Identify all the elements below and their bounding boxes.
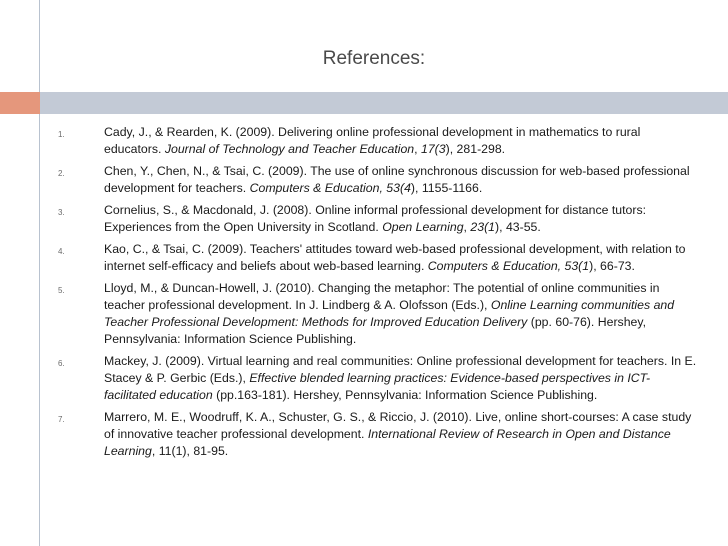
reference-italic-text: 23(1 [470, 220, 496, 234]
reference-text: Marrero, M. E., Woodruff, K. A., Schuster, G. S., & Riccio, J. (2010). Live, online short-courses: A case study of innovative teacher professional development. [104, 410, 692, 441]
reference-text: Cady, J., & Rearden, K. (2009). Delivering online professional development in mathematics to rural educators. [104, 125, 641, 156]
reference-text: , 11(1), 81-95. [151, 444, 229, 458]
reference-text: (pp.163-181). Hershey, Pennsylvania: Information Science Publishing. [212, 388, 598, 402]
reference-item [58, 124, 698, 158]
reference-number: 2. [58, 169, 65, 178]
reference-text: ), 281-298. [445, 142, 506, 156]
reference-italic-text: 17(3 [421, 142, 446, 156]
reference-item [58, 241, 698, 275]
reference-text: , [414, 142, 421, 156]
reference-italic-text: Online Learning communities and Teacher Professional Development: Methods for Improved Education Delivery [104, 298, 675, 329]
reference-number: 4. [58, 247, 65, 256]
reference-text: (pp. 60-76). Hershey, Pennsylvania: Information Science Publishing. [104, 315, 647, 346]
reference-number: 3. [58, 208, 65, 217]
reference-item [58, 280, 698, 348]
reference-list [58, 124, 698, 465]
reference-text: ), 1155-1166. [410, 181, 483, 195]
left-divider-line [39, 0, 40, 546]
reference-italic-text: Journal of Technology and Teacher Education [164, 142, 415, 156]
reference-text: Mackey, J. (2009). Virtual learning and real communities: Online professional development for teachers. In E. Stacey & P. Gerbic (Eds.), [104, 354, 697, 385]
reference-italic-text: Computers & Education, 53(4 [249, 181, 411, 195]
reference-italic-text: Effective blended learning practices: Evidence-based perspectives in ICT-facilitated education [104, 371, 651, 402]
reference-text: Cornelius, S., & Macdonald, J. (2008). Online informal professional development for distance tutors: Experiences from the Open University in Scotland. [104, 203, 647, 234]
reference-item [58, 202, 698, 236]
reference-text: ), 43-55. [495, 220, 541, 234]
reference-text: Kao, C., & Tsai, C. (2009). Teachers' attitudes toward web-based professional development, with relation to internet self-efficacy and beliefs about web-based learning. [104, 242, 686, 273]
accent-band [40, 92, 728, 114]
reference-number: 5. [58, 286, 65, 295]
accent-bar-left [0, 92, 40, 114]
reference-text: ), 66-73. [589, 259, 635, 273]
reference-number: 1. [58, 130, 65, 139]
reference-text: Lloyd, M., & Duncan-Howell, J. (2010). Changing the metaphor: The potential of online communities in teacher professional development. In J. Lindberg & A. Olofsson (Eds.), [104, 281, 660, 312]
reference-number: 7. [58, 415, 65, 424]
reference-item [58, 163, 698, 197]
reference-item [58, 353, 698, 404]
reference-text: Chen, Y., Chen, N., & Tsai, C. (2009). The use of online synchronous discussion for web-based professional development for teachers. [104, 164, 690, 195]
reference-italic-text: Computers & Education, 53(1 [427, 259, 590, 273]
reference-italic-text: Open Learning [382, 220, 464, 234]
slide-title: References: [322, 48, 426, 69]
reference-text: , [463, 220, 471, 234]
reference-italic-text: International Review of Research in Open and Distance Learning [104, 427, 671, 458]
reference-number: 6. [58, 359, 65, 368]
reference-item [58, 409, 698, 460]
